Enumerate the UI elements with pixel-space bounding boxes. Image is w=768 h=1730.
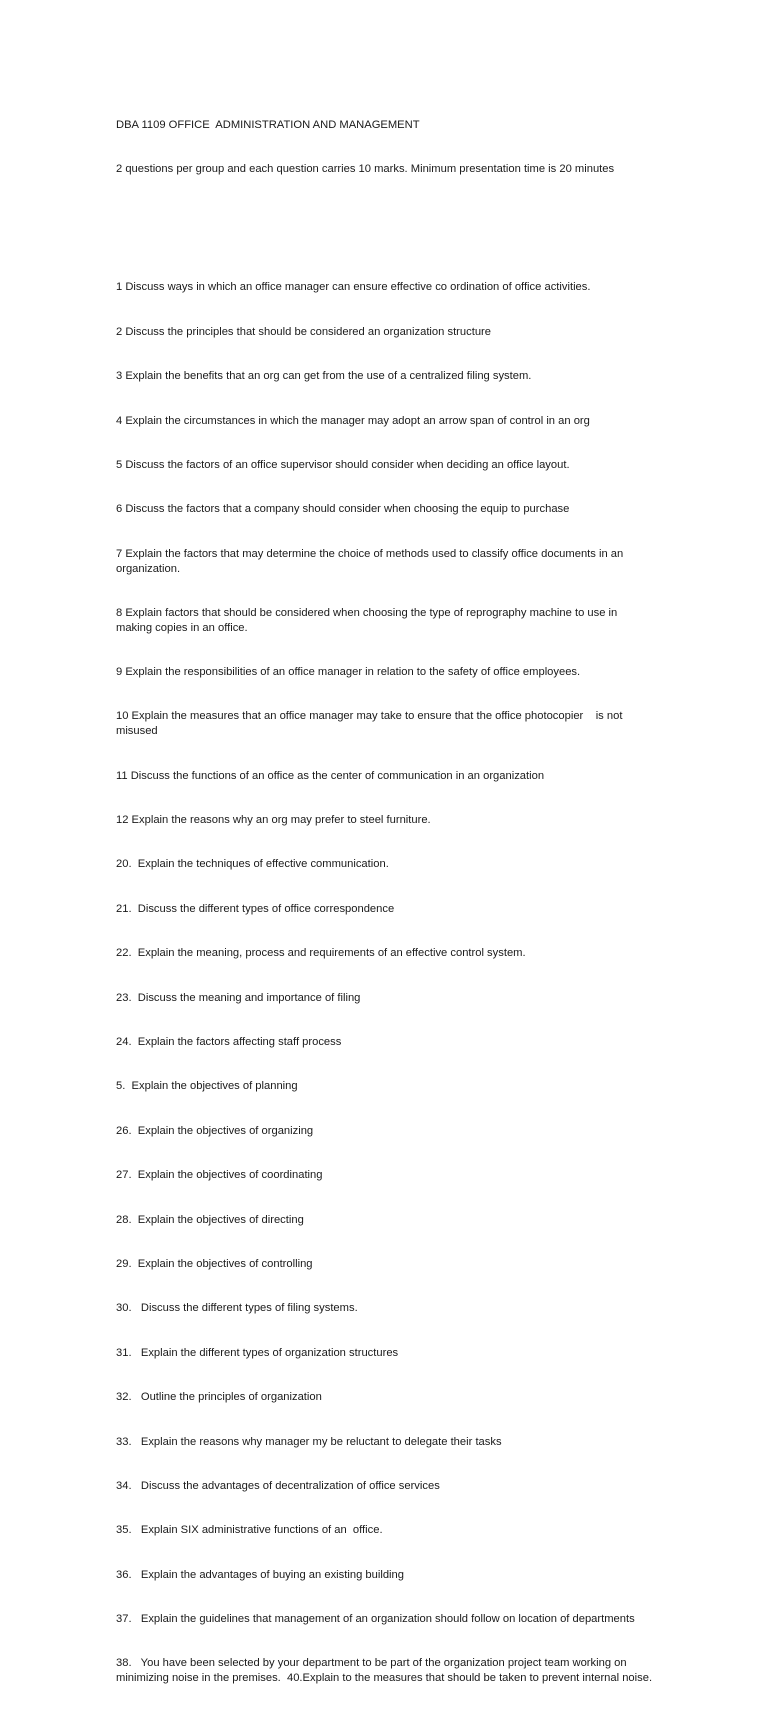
question-item: 35. Explain SIX administrative functions of an office.	[116, 1524, 383, 1537]
document-instructions: 2 questions per group and each question carries 10 marks. Minimum presentation time is 20 minutes	[116, 162, 615, 175]
question-item: 2 Discuss the principles that should be considered an organization structure	[116, 325, 491, 338]
question-item: 38. You have been selected by your department to be part of the organization project team working on minimizing noise in the premises. 40.Explain to the measures that should be taken to prevent internal noise.	[116, 1657, 653, 1685]
document-page	[116, 88, 656, 1730]
question-list	[116, 251, 656, 1716]
question-item: 11 Discuss the functions of an office as the center of communication in an organization	[116, 769, 545, 782]
question-item: 34. Discuss the advantages of decentralization of office services	[116, 1479, 440, 1492]
question-item: 28. Explain the objectives of directing	[116, 1213, 304, 1226]
question-item: 8 Explain factors that should be considered when choosing the type of reprography machine to use in making copies in an office.	[116, 606, 621, 634]
question-item: 3 Explain the benefits that an org can get from the use of a centralized filing system.	[116, 370, 532, 383]
question-item: 23. Discuss the meaning and importance of filing	[116, 991, 361, 1004]
question-item: 26. Explain the objectives of organizing	[116, 1124, 314, 1137]
question-item: 32. Outline the principles of organization	[116, 1391, 322, 1404]
question-item: 20. Explain the techniques of effective communication.	[116, 858, 389, 871]
question-item: 30. Discuss the different types of filing systems.	[116, 1302, 358, 1315]
question-item: 7 Explain the factors that may determine the choice of methods used to classify office documents in an organization.	[116, 547, 627, 575]
question-item: 4 Explain the circumstances in which the manager may adopt an arrow span of control in an org	[116, 414, 590, 427]
question-item: 10 Explain the measures that an office manager may take to ensure that the office photocopier is not misused	[116, 710, 626, 738]
question-item: 22. Explain the meaning, process and requirements of an effective control system.	[116, 947, 526, 960]
question-item: 5. Explain the objectives of planning	[116, 1080, 298, 1093]
question-item: 6 Discuss the factors that a company should consider when choosing the equip to purchase	[116, 503, 570, 516]
question-item: 5 Discuss the factors of an office supervisor should consider when deciding an office layout.	[116, 458, 570, 471]
paragraph-gap	[116, 206, 656, 221]
question-item: 36. Explain the advantages of buying an existing building	[116, 1568, 404, 1581]
question-item: 37. Explain the guidelines that management of an organization should follow on location of departments	[116, 1613, 635, 1626]
question-item: 12 Explain the reasons why an org may prefer to steel furniture.	[116, 814, 431, 827]
question-item: 21. Discuss the different types of office correspondence	[116, 902, 395, 915]
question-item: 27. Explain the objectives of coordinating	[116, 1169, 323, 1182]
document-title: DBA 1109 OFFICE ADMINISTRATION AND MANAGEMENT	[116, 118, 420, 131]
question-item: 33. Explain the reasons why manager my be reluctant to delegate their tasks	[116, 1435, 502, 1448]
question-item: 31. Explain the different types of organization structures	[116, 1346, 399, 1359]
question-item: 29. Explain the objectives of controlling	[116, 1257, 313, 1270]
question-item: 24. Explain the factors affecting staff process	[116, 1036, 342, 1048]
question-item: 1 Discuss ways in which an office manager can ensure effective co ordination of office activities.	[116, 281, 591, 294]
question-item: 9 Explain the responsibilities of an office manager in relation to the safety of office employees.	[116, 666, 581, 679]
